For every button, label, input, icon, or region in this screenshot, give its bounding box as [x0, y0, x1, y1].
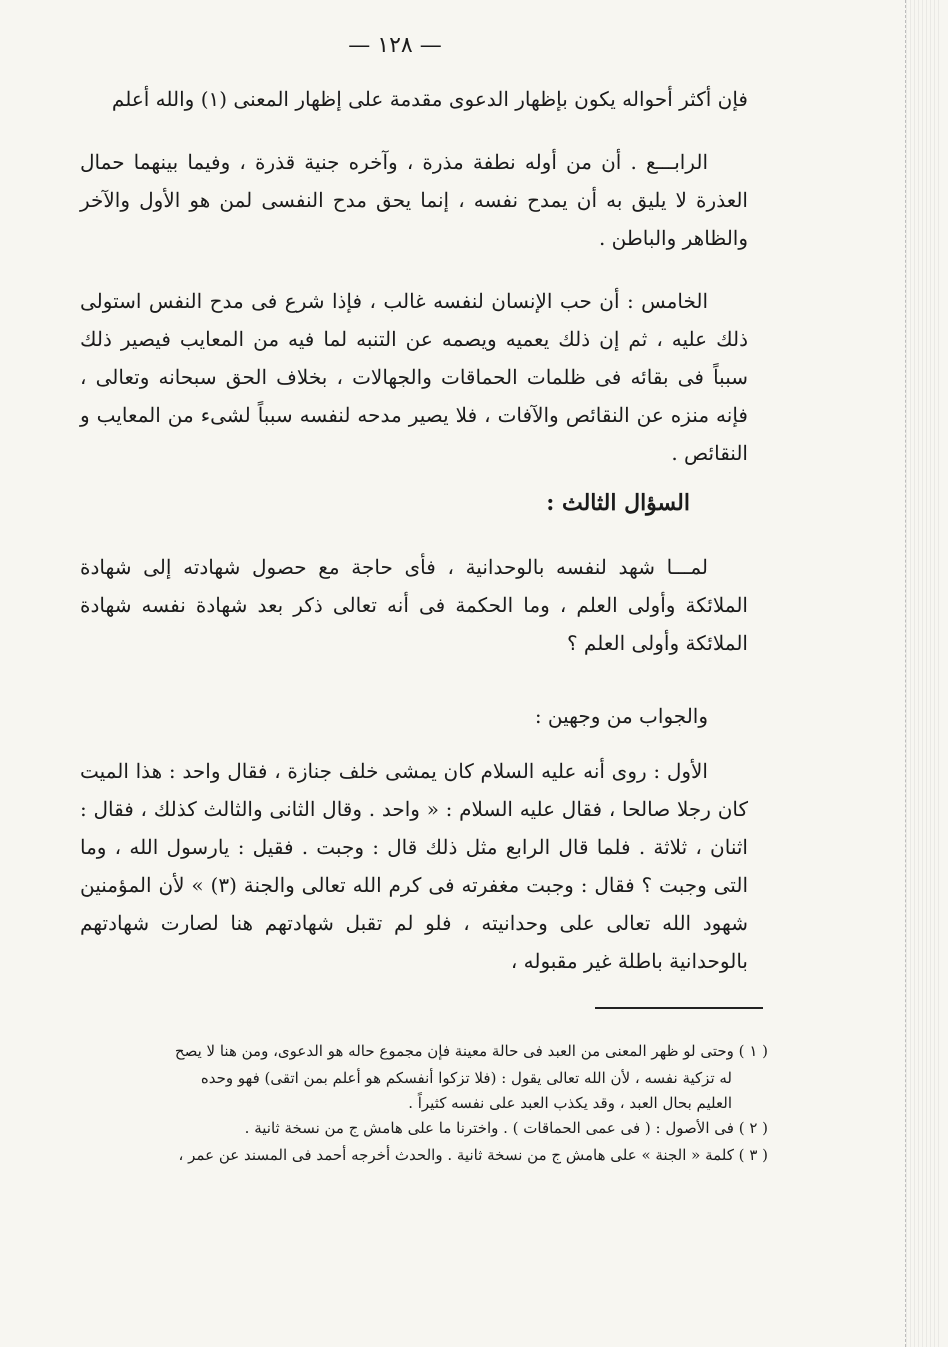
- fourth-point-text: الرابـــع . أن من أوله نطفة مذرة ، وآخره جنية قذرة ، وفيما بينهما حمال العذرة لا يليق به أن يمدح نفسه ، إنما يحق مدح النفسى لمن هو الأول والآخر والظاهر والباطن .: [80, 150, 748, 250]
- footnotes: [110, 1040, 768, 1171]
- question-paragraph: [80, 548, 748, 662]
- footnote-1-line-1: ( ١ ) وحتى لو ظهر المعنى من العبد فى حالة معينة فإن مجموع حاله هو الدعوى، ومن هنا لا يصح: [174, 1042, 768, 1060]
- first-answer-text: الأول : روى أنه عليه السلام كان يمشى خلف جنازة ، فقال واحد : هذا الميت كان رجلا صالحا ، فقال عليه السلام : « واحد . وقال الثانى والثالث كذلك ، فقال : اثنان ، ثلاثة . فلما قال الرابع مثل ذلك قال : وجبت . فقيل : يارسول الله ، وما التى وجبت ؟ فقال : وجبت مغفرته فى كرم الله تعالى والجنة (٣) » لأن المؤمنين شهود الله تعالى على وحدانيته ، فلو لم تقبل شهادتهم هنا لصارت شهادتهم بالوحدانية باطلة غير مقبوله ،: [80, 759, 748, 973]
- fifth-point-text: الخامس : أن حب الإنسان لنفسه غالب ، فإذا شرع فى مدح النفس استولى ذلك عليه ، ثم إن ذلك يعميه ويصمه عن التنبه لما فيه من المعايب فيصير ذلك سبباً فى بقائه فى ظلمات الحماقات والجهالات ، بخلاف الحق سبحانه وتعالى ، فإنه منزه عن النقائص والآفات ، فلا يصير مدحه لنفسه سبباً لشىء من المعايب و النقائص .: [80, 289, 748, 465]
- section-heading: السؤال الثالث :: [546, 490, 690, 516]
- footnote-1-line-2: له تزكية نفسه ، لأن الله تعالى يقول : (فلا تزكوا أنفسكم هو أعلم بمن اتقى) فهو وحده: [200, 1069, 732, 1087]
- answer-intro-text: والجواب من وجهين :: [534, 704, 708, 728]
- footnote-separator: [595, 1007, 763, 1009]
- question-text: لمـــا شهد لنفسه بالوحدانية ، فأى حاجة مع حصول شهادته إلى شهادة الملائكة وأولى العلم ، وما الحكمة فى أنه تعالى ذكر بعد شهادة نفسه شهادة الملائكة وأولى العلم ؟: [80, 555, 748, 655]
- fifth-point-paragraph: [80, 282, 748, 472]
- fourth-point-paragraph: [80, 143, 748, 257]
- footnote-2: ( ٢ ) فى الأصول : ( فى عمى الحماقات ) . واخترنا ما على هامش ج من نسخة ثانية .: [244, 1119, 768, 1137]
- footnote-1-line-3: العليم بحال العبد ، وقد يكذب العبد على نفسه كثيراً .: [408, 1094, 732, 1112]
- footnote-3: ( ٣ ) كلمة « الجنة » على هامش ج من نسخة ثانية . والحدث أخرجه أحمد فى المسند عن عمر ،: [178, 1146, 768, 1164]
- intro-paragraph: [80, 80, 748, 118]
- page-number: — ١٢٨ —: [348, 33, 442, 58]
- first-answer-paragraph: [80, 752, 748, 980]
- page-edge: [905, 0, 940, 1347]
- answer-intro-paragraph: [80, 697, 748, 735]
- intro-text: فإن أكثر أحواله يكون بإظهار الدعوى مقدمة على إظهار المعنى (١) والله أعلم: [111, 87, 748, 111]
